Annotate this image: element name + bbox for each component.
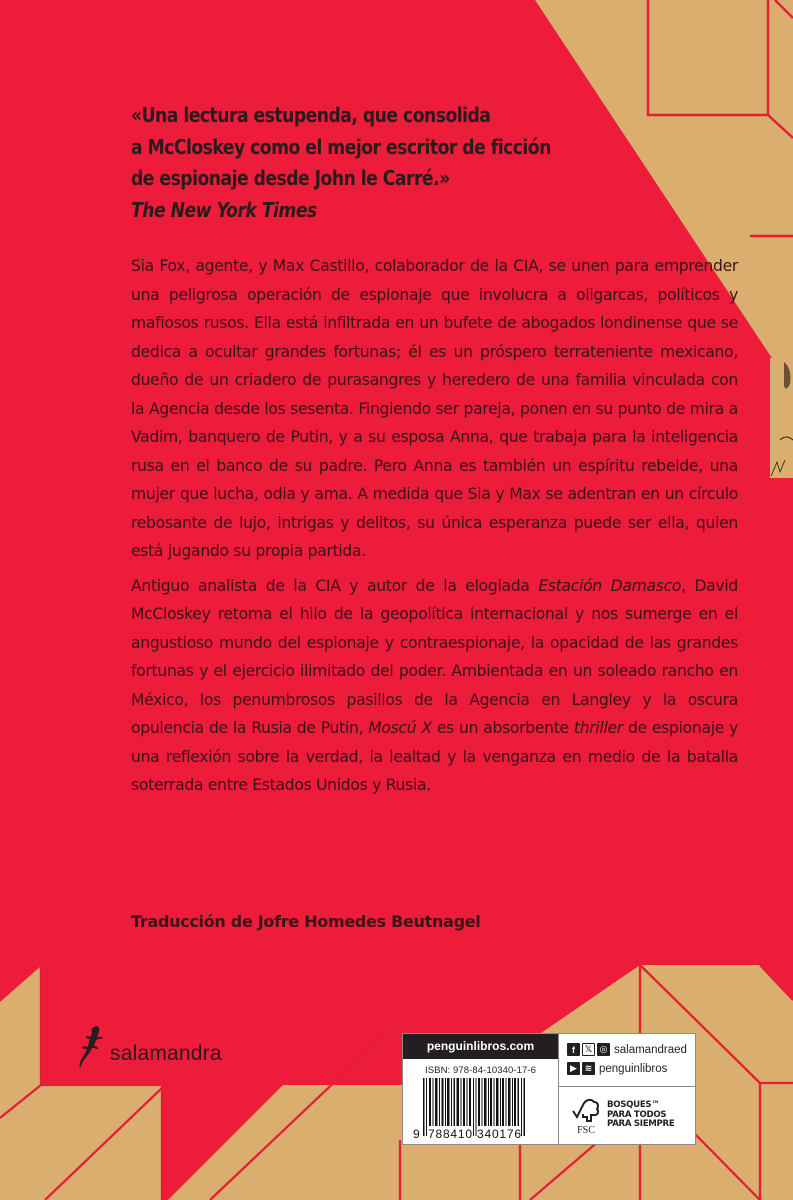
review-quote <box>131 100 578 226</box>
social-handle: salamandraed <box>614 1043 687 1056</box>
text-span: , David McCloskey retoma el hilo de la geopolítica internacional y nos sumerge en el angustioso mundo del espionaje y contraespionaje, la opacidad de las grandes fortunas y el ejercicio ilimitado del poder. Ambientada en un soleado rancho en México, los penumbrosos pasillos de la Agencia en Langley y la oscura opulencia de la Rusia de Putin, <box>131 576 738 737</box>
salamander-icon <box>76 1024 108 1068</box>
barcode-bars <box>413 1078 553 1140</box>
social-fsc-section <box>559 1034 695 1144</box>
spotify-icon[interactable]: ≋ <box>582 1062 595 1075</box>
book-title-moscu-x: Moscú X <box>368 719 432 737</box>
facebook-icon[interactable]: f <box>567 1043 580 1056</box>
barcode-digits-group1: 788410 <box>428 1127 473 1140</box>
quote-line: a McCloskey como el mejor escritor de ficción <box>131 134 551 159</box>
fsc-logo <box>571 1095 601 1136</box>
social-links <box>559 1034 695 1087</box>
quote-line: de espionaje desde John le Carré.» <box>131 166 450 190</box>
barcode <box>413 1078 553 1138</box>
text-span: de espionaje y una reflexión sobre la verdad, la lealtad y la venganza en medio de la batalla soterrada entre Estados Unidos y Rusia. <box>131 719 739 794</box>
translator-credit: Traducción de Jofre Homedes Beutnagel <box>131 912 481 931</box>
fsc-certification <box>559 1087 695 1144</box>
social-handle: penguinlibros <box>599 1062 668 1075</box>
fsc-slogan-line: PARA SIEMPRE <box>607 1119 675 1130</box>
fsc-tree-icon <box>571 1095 601 1125</box>
genre-thriller: thriller <box>573 719 623 737</box>
fsc-slogan <box>607 1101 674 1130</box>
isbn-label: ISBN: 978-84-10340-17-6 <box>424 1065 537 1076</box>
isbn-section <box>403 1034 559 1144</box>
social-row-salamandraed[interactable] <box>567 1041 695 1058</box>
quote-line: «Una lectura estupenda, que consolida <box>131 103 491 127</box>
publisher-logo <box>76 1024 222 1068</box>
website-link[interactable]: penguinlibros.com <box>403 1034 558 1059</box>
youtube-icon[interactable]: ▶ <box>567 1062 580 1075</box>
text-span: Antiguo analista de la CIA y autor de la elogiada <box>131 576 539 595</box>
synopsis-paragraph-1: Sia Fox, agente, y Max Castillo, colaborador de la CIA, se unen para emprender una peligrosa operación de espionaje que involucra a oligarcas, políticos y mafiosos rusos. Ella está infiltrada en un bufete de abogados londinense que se dedica a ocultar grandes fortunas; él es un próspero terrateniente mexicano, dueño de un criadero de purasangres y heredero de una familia vinculada con la Agencia desde los sesenta. Fingiendo ser pareja, ponen en su punto de mira a Vadim, banquero de Putin, y a su esposa Anna, que trabaja para la inteligencia rusa en el banco de su padre. Pero Anna es también un espíritu rebelde, una mujer que lucha, odia y ama. A medida que Sia y Max se adentran en un círculo rebosante de lujo, intrigas y delitos, su única esperanza puede ser ella, quien está jugando su propia partida. <box>131 257 738 560</box>
social-row-penguinlibros[interactable] <box>567 1060 695 1077</box>
fsc-slogan-line: BOSQUES™ <box>607 1100 660 1111</box>
synopsis-paragraph-2 <box>131 572 738 800</box>
book-title-estacion-damasco: Estación Damasco <box>538 576 682 595</box>
barcode-digits-group2: 340176 <box>477 1127 522 1140</box>
text-span: es un absorbente <box>431 719 574 737</box>
instagram-icon[interactable]: ◎ <box>597 1043 610 1056</box>
x-icon[interactable]: 𝕏 <box>582 1043 595 1056</box>
barcode-info-box <box>402 1033 696 1145</box>
barcode-digit-prefix: 9 <box>413 1127 420 1140</box>
fsc-slogan-line: PARA TODOS <box>607 1109 667 1120</box>
fsc-label: FSC <box>577 1125 595 1136</box>
synopsis <box>131 252 738 806</box>
publisher-name: salamandra <box>110 1042 222 1065</box>
quote-source: The New York Times <box>131 197 317 222</box>
